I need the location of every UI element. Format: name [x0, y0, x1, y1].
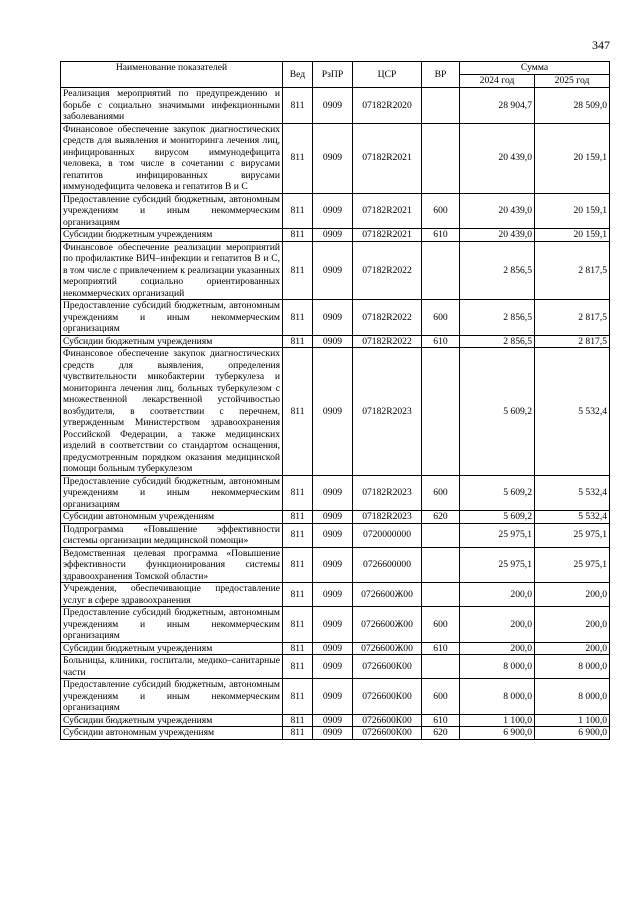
header-rzpr: РзПР [313, 62, 353, 88]
row-rzpr: 0909 [313, 714, 353, 727]
row-sum-2025: 6 900,0 [535, 727, 610, 740]
row-name: Финансовое обеспечение закупок диагностических средств для выявления и мониторинга лечения лиц, инфицированных вирусом иммунодефицита человека, в том числе в сочетании с вирусами гепатитов инфицированных вирусами иммунодефицита человека и гепатитов В и С [61, 123, 283, 193]
row-sum-2024: 5 609,2 [460, 511, 535, 524]
table-row [61, 547, 610, 583]
row-sum-2024: 2 856,5 [460, 335, 535, 348]
row-rzpr: 0909 [313, 193, 353, 229]
row-csr: 07182R2023 [353, 348, 422, 476]
row-sum-2025: 8 000,0 [535, 655, 610, 679]
row-ved: 811 [283, 607, 313, 643]
row-rzpr: 0909 [313, 523, 353, 547]
row-sum-2025: 8 000,0 [535, 679, 610, 715]
row-vr [422, 655, 460, 679]
table-row [61, 642, 610, 655]
row-sum-2024: 1 100,0 [460, 714, 535, 727]
row-vr [422, 241, 460, 300]
row-sum-2025: 1 100,0 [535, 714, 610, 727]
row-sum-2024: 8 000,0 [460, 679, 535, 715]
row-csr: 07182R2022 [353, 335, 422, 348]
row-ved: 811 [283, 523, 313, 547]
row-ved: 811 [283, 348, 313, 476]
row-rzpr: 0909 [313, 607, 353, 643]
row-ved: 811 [283, 655, 313, 679]
row-sum-2024: 20 439,0 [460, 229, 535, 242]
header-2024: 2024 год [460, 75, 535, 88]
row-sum-2025: 200,0 [535, 642, 610, 655]
row-name: Больницы, клиники, госпитали, медико–санитарные части [61, 655, 283, 679]
row-rzpr: 0909 [313, 300, 353, 336]
row-rzpr: 0909 [313, 642, 353, 655]
row-sum-2024: 2 856,5 [460, 300, 535, 336]
row-name: Субсидии автономным учреждениям [61, 511, 283, 524]
row-sum-2024: 200,0 [460, 642, 535, 655]
row-csr: 0726600Ж00 [353, 642, 422, 655]
page-number: 347 [592, 38, 610, 52]
row-sum-2024: 25 975,1 [460, 547, 535, 583]
row-csr: 0726600К00 [353, 727, 422, 740]
budget-table [60, 61, 610, 740]
row-ved: 811 [283, 642, 313, 655]
row-name: Предоставление субсидий бюджетным, автономным учреждениям и иным некоммерческим организациям [61, 193, 283, 229]
row-csr: 0726600Ж00 [353, 607, 422, 643]
row-name: Субсидии бюджетным учреждениям [61, 335, 283, 348]
row-vr: 610 [422, 335, 460, 348]
row-csr: 07182R2023 [353, 475, 422, 511]
row-sum-2024: 200,0 [460, 583, 535, 607]
row-rzpr: 0909 [313, 511, 353, 524]
row-vr: 600 [422, 193, 460, 229]
table-row [61, 523, 610, 547]
row-rzpr: 0909 [313, 241, 353, 300]
row-csr: 07182R2022 [353, 241, 422, 300]
row-rzpr: 0909 [313, 229, 353, 242]
row-sum-2025: 200,0 [535, 607, 610, 643]
row-name: Предоставление субсидий бюджетным, автономным учреждениям и иным некоммерческим организациям [61, 607, 283, 643]
row-vr [422, 348, 460, 476]
row-sum-2025: 2 817,5 [535, 335, 610, 348]
header-ved: Вед [283, 62, 313, 88]
row-csr: 07182R2020 [353, 88, 422, 124]
row-vr [422, 583, 460, 607]
row-sum-2025: 2 817,5 [535, 300, 610, 336]
row-rzpr: 0909 [313, 123, 353, 193]
row-rzpr: 0909 [313, 475, 353, 511]
row-name: Предоставление субсидий бюджетным, автономным учреждениям и иным некоммерческим организациям [61, 679, 283, 715]
row-sum-2025: 5 532,4 [535, 348, 610, 476]
row-ved: 811 [283, 679, 313, 715]
row-name: Предоставление субсидий бюджетным, автономным учреждениям и иным некоммерческим организациям [61, 300, 283, 336]
row-rzpr: 0909 [313, 348, 353, 476]
row-ved: 811 [283, 88, 313, 124]
row-ved: 811 [283, 229, 313, 242]
row-csr: 0726600К00 [353, 655, 422, 679]
row-sum-2024: 25 975,1 [460, 523, 535, 547]
table-row [61, 475, 610, 511]
row-ved: 811 [283, 123, 313, 193]
row-csr: 0726600К00 [353, 714, 422, 727]
row-csr: 0720000000 [353, 523, 422, 547]
row-name: Ведомственная целевая программа «Повышение эффективности функционирования системы здравоохранения Томской области» [61, 547, 283, 583]
row-rzpr: 0909 [313, 88, 353, 124]
row-csr: 07182R2023 [353, 511, 422, 524]
row-name: Учреждения, обеспечивающие предоставление услуг в сфере здравоохранения [61, 583, 283, 607]
row-name: Финансовое обеспечение закупок диагностических средств для выявления, определения чувствительности микобактерии туберкулеза и мониторинга лечения лиц, больных туберкулезом с множественной лекарственной устойчивостью возбудителя, в соответствии с перечнем, утвержденным Министерством здравоохранения Российской Федерации, а также медицинских изделий в соответствии со стандартом оснащения, предусмотренным порядком оказания медицинской помощи больным туберкулезом [61, 348, 283, 476]
table-row [61, 679, 610, 715]
row-vr: 610 [422, 714, 460, 727]
row-sum-2025: 20 159,1 [535, 229, 610, 242]
row-vr [422, 88, 460, 124]
row-csr: 07182R2021 [353, 193, 422, 229]
row-sum-2024: 200,0 [460, 607, 535, 643]
row-name: Предоставление субсидий бюджетным, автономным учреждениям и иным некоммерческим организациям [61, 475, 283, 511]
row-sum-2024: 2 856,5 [460, 241, 535, 300]
row-ved: 811 [283, 714, 313, 727]
table-row [61, 193, 610, 229]
row-sum-2024: 20 439,0 [460, 123, 535, 193]
row-sum-2024: 28 904,7 [460, 88, 535, 124]
row-name: Финансовое обеспечение реализации мероприятий по профилактике ВИЧ–инфекции и гепатитов В и С, в том числе с привлечением к реализации указанных мероприятий социально ориентированных некоммерческих организаций [61, 241, 283, 300]
table-row [61, 300, 610, 336]
row-csr: 07182R2021 [353, 123, 422, 193]
row-vr [422, 547, 460, 583]
row-vr [422, 523, 460, 547]
row-sum-2024: 6 900,0 [460, 727, 535, 740]
row-name: Субсидии бюджетным учреждениям [61, 642, 283, 655]
row-rzpr: 0909 [313, 655, 353, 679]
row-sum-2024: 20 439,0 [460, 193, 535, 229]
header-sum: Сумма [460, 62, 610, 75]
table-row [61, 607, 610, 643]
row-sum-2025: 5 532,4 [535, 511, 610, 524]
row-sum-2024: 8 000,0 [460, 655, 535, 679]
row-vr: 610 [422, 229, 460, 242]
row-csr: 07182R2022 [353, 300, 422, 336]
row-vr: 620 [422, 511, 460, 524]
table-row [61, 511, 610, 524]
row-sum-2025: 25 975,1 [535, 523, 610, 547]
header-csr: ЦСР [353, 62, 422, 88]
row-vr: 600 [422, 607, 460, 643]
row-csr: 0726600Ж00 [353, 583, 422, 607]
row-rzpr: 0909 [313, 679, 353, 715]
row-vr: 610 [422, 642, 460, 655]
row-sum-2024: 5 609,2 [460, 348, 535, 476]
row-rzpr: 0909 [313, 727, 353, 740]
row-vr: 620 [422, 727, 460, 740]
row-ved: 811 [283, 475, 313, 511]
table-row [61, 335, 610, 348]
table-row [61, 714, 610, 727]
row-rzpr: 0909 [313, 583, 353, 607]
row-name: Субсидии автономным учреждениям [61, 727, 283, 740]
table-row [61, 348, 610, 476]
row-sum-2025: 20 159,1 [535, 193, 610, 229]
table-row [61, 123, 610, 193]
table-row [61, 727, 610, 740]
table-row [61, 241, 610, 300]
row-ved: 811 [283, 193, 313, 229]
table-row [61, 88, 610, 124]
row-sum-2025: 28 509,0 [535, 88, 610, 124]
row-csr: 07182R2021 [353, 229, 422, 242]
header-name: Наименование показателей [61, 62, 283, 88]
row-rzpr: 0909 [313, 547, 353, 583]
row-vr: 600 [422, 475, 460, 511]
row-csr: 0726600К00 [353, 679, 422, 715]
row-ved: 811 [283, 511, 313, 524]
row-sum-2024: 5 609,2 [460, 475, 535, 511]
row-ved: 811 [283, 241, 313, 300]
header-2025: 2025 год [535, 75, 610, 88]
row-rzpr: 0909 [313, 335, 353, 348]
row-name: Субсидии бюджетным учреждениям [61, 229, 283, 242]
row-ved: 811 [283, 300, 313, 336]
row-vr [422, 123, 460, 193]
row-ved: 811 [283, 727, 313, 740]
row-vr: 600 [422, 679, 460, 715]
row-sum-2025: 2 817,5 [535, 241, 610, 300]
table-row [61, 655, 610, 679]
table-row [61, 229, 610, 242]
row-vr: 600 [422, 300, 460, 336]
row-name: Реализация мероприятий по предупреждению и борьбе с социально значимыми инфекционными заболеваниями [61, 88, 283, 124]
row-name: Подпрограмма «Повышение эффективности системы организации медицинской помощи» [61, 523, 283, 547]
row-sum-2025: 25 975,1 [535, 547, 610, 583]
row-name: Субсидии бюджетным учреждениям [61, 714, 283, 727]
table-row [61, 583, 610, 607]
row-ved: 811 [283, 583, 313, 607]
row-sum-2025: 20 159,1 [535, 123, 610, 193]
row-ved: 811 [283, 547, 313, 583]
row-sum-2025: 5 532,4 [535, 475, 610, 511]
row-ved: 811 [283, 335, 313, 348]
header-vr: ВР [422, 62, 460, 88]
row-csr: 0726600000 [353, 547, 422, 583]
row-sum-2025: 200,0 [535, 583, 610, 607]
